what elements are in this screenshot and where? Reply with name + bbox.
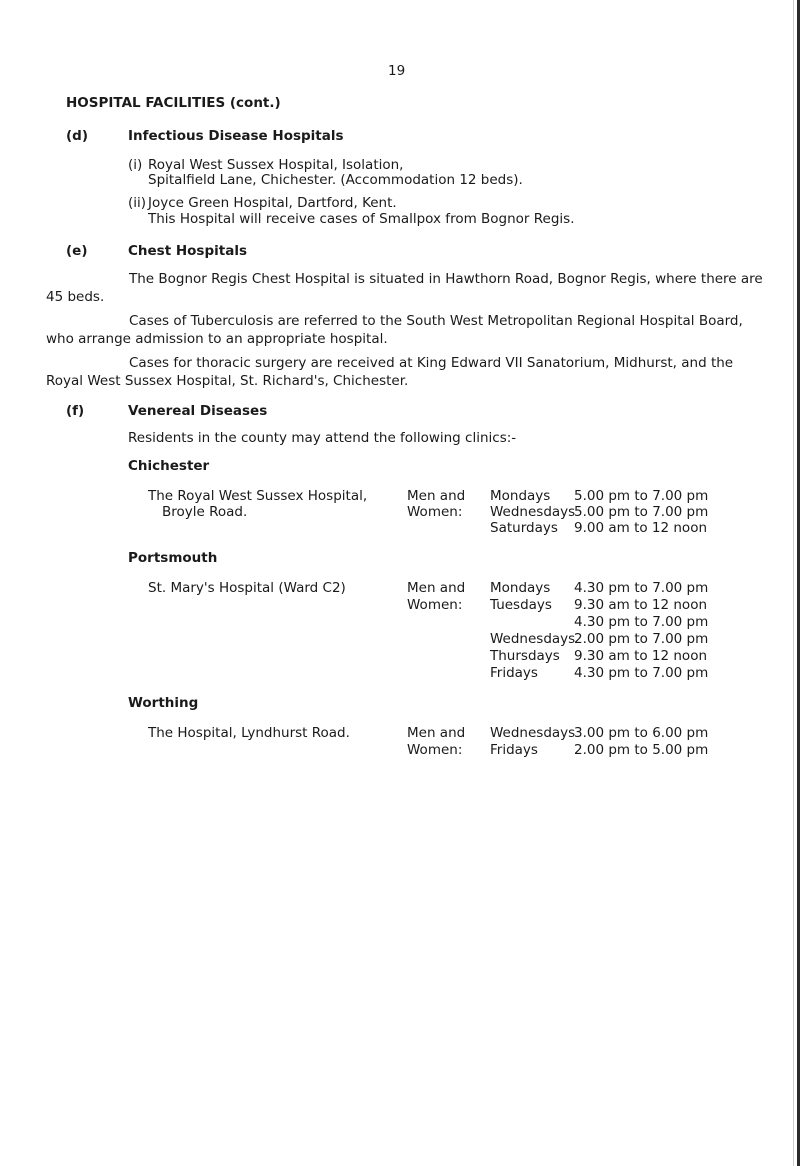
section-e-label: (e) (66, 243, 88, 259)
session-time: 4.30 pm to 7.00 pm (574, 580, 709, 596)
clinic-session (490, 519, 707, 537)
clinic-hospital-line2: Broyle Road. (162, 504, 248, 520)
session-day: Mondays (490, 488, 551, 504)
session-day: Tuesdays (490, 597, 552, 613)
clinic-who-line1: Men and (407, 488, 466, 504)
clinic-session (490, 647, 707, 665)
session-day: Fridays (490, 665, 538, 681)
clinics-intro: Residents in the county may attend the following clinics:- (128, 430, 517, 446)
section-e-heading: Chest Hospitals (128, 243, 247, 259)
session-day: Saturdays (490, 520, 558, 536)
clinic-hospital-line1: The Royal West Sussex Hospital, (148, 488, 368, 504)
clinic-session (490, 724, 708, 742)
item-i-label: (i) (128, 157, 143, 173)
section-d-heading: Infectious Disease Hospitals (128, 128, 344, 144)
paragraph-chest-hospital: The Bognor Regis Chest Hospital is situated in Hawthorn Road, Bognor Regis, where there are 45 beds. (46, 271, 763, 305)
session-time: 3.00 pm to 6.00 pm (574, 725, 709, 741)
session-time: 2.00 pm to 5.00 pm (574, 742, 709, 758)
session-day: Mondays (490, 580, 551, 596)
clinic-session (490, 579, 708, 597)
clinic-hospital-line1: St. Mary's Hospital (Ward C2) (148, 580, 346, 596)
session-time: 4.30 pm to 7.00 pm (574, 614, 709, 630)
session-day: Thursdays (490, 648, 560, 664)
page-number: 19 (388, 63, 406, 79)
paragraph-tuberculosis: Cases of Tuberculosis are referred to the South West Metropolitan Regional Hospital Board, who arrange admission to an appropriate hospital. (46, 313, 743, 347)
section-f-heading: Venereal Diseases (128, 403, 268, 419)
clinic-who-line2: Women: (407, 597, 463, 613)
clinic-who-line1: Men and (407, 725, 466, 741)
scan-edge-shadow (793, 0, 794, 1166)
session-time: 5.00 pm to 7.00 pm (574, 504, 709, 520)
session-day: Wednesdays (490, 725, 576, 741)
session-time: 2.00 pm to 7.00 pm (574, 631, 709, 647)
session-day: Wednesdays (490, 504, 576, 520)
item-ii-line2: This Hospital will receive cases of Smallpox from Bognor Regis. (148, 211, 575, 227)
clinic-hospital-line1: The Hospital, Lyndhurst Road. (148, 725, 350, 741)
paragraph-thoracic-surgery: Cases for thoracic surgery are received at King Edward VII Sanatorium, Midhurst, and the Royal West Sussex Hospital, St. Richard's, Chichester. (46, 355, 734, 389)
clinic-session (490, 741, 708, 759)
clinic-session (490, 596, 707, 614)
item-i-line1: Royal West Sussex Hospital, Isolation, (148, 157, 404, 173)
session-time: 4.30 pm to 7.00 pm (574, 665, 709, 681)
session-time: 5.00 pm to 7.00 pm (574, 488, 709, 504)
clinic-who-line2: Women: (407, 742, 463, 758)
session-time: 9.30 am to 12 noon (574, 597, 708, 613)
clinic-town-chichester: Chichester (128, 458, 210, 474)
clinic-session (490, 613, 708, 631)
clinic-town-worthing: Worthing (128, 695, 199, 711)
section-f-label: (f) (66, 403, 85, 419)
clinic-session (490, 664, 708, 682)
clinic-who-line2: Women: (407, 504, 463, 520)
session-time: 9.00 am to 12 noon (574, 520, 708, 536)
session-time: 9.30 am to 12 noon (574, 648, 708, 664)
session-day: Wednesdays (490, 631, 576, 647)
clinic-session (490, 630, 708, 648)
session-day: Fridays (490, 742, 538, 758)
clinic-who-line1: Men and (407, 580, 466, 596)
item-i-line2: Spitalfield Lane, Chichester. (Accommodation 12 beds). (148, 172, 523, 188)
page-title: HOSPITAL FACILITIES (cont.) (66, 95, 281, 111)
section-d-label: (d) (66, 128, 89, 144)
clinic-town-portsmouth: Portsmouth (128, 550, 218, 566)
item-ii-line1: Joyce Green Hospital, Dartford, Kent. (148, 195, 397, 211)
item-ii-label: (ii) (128, 195, 147, 211)
